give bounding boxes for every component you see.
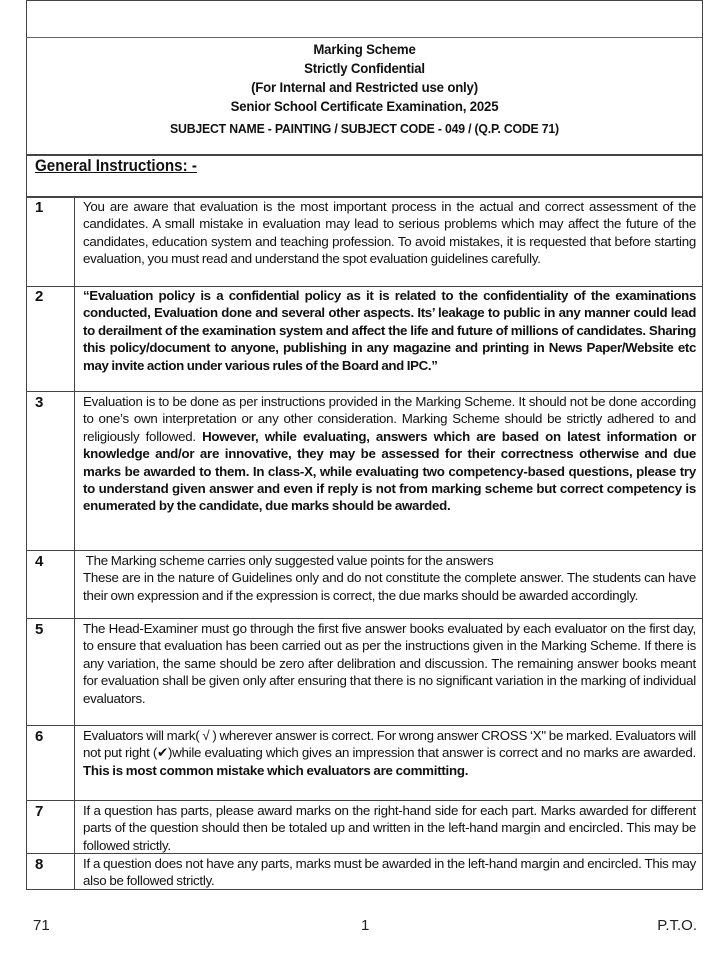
instruction-text — [83, 287, 696, 374]
instruction-number: 1 — [27, 197, 75, 286]
general-instructions-row — [26, 154, 703, 198]
instruction-text — [83, 855, 696, 890]
instruction-number: 8 — [27, 854, 75, 889]
instruction-text-line: The Marking scheme carries only suggested value points for the answers — [83, 553, 494, 568]
instruction-text — [83, 552, 696, 604]
instruction-row-4 — [26, 551, 703, 619]
instruction-number: 3 — [27, 392, 75, 550]
instruction-text — [83, 198, 696, 268]
instruction-row-5 — [26, 619, 703, 726]
footer-qp-code: 71 — [33, 917, 50, 934]
title-exam-name: Senior School Certificate Examination, 2025 — [230, 99, 499, 115]
title-subject-code: SUBJECT NAME - PAINTING / SUBJECT CODE - 049 / (Q.P. CODE 71) — [170, 121, 559, 136]
instruction-text-part: “Evaluation policy is a confidential policy as it is related to the confidentiality of the examinations conducted, Evaluation done and several other aspects. Its’ leakage to public in any manner could lead to derailment of the examination system and affect the life and future of millions of candidates. Sharing this policy/document to anyone, publishing in any magazine and printing in News Paper/Website etc may invite action under various rules of the Board and IPC.” — [83, 288, 696, 373]
title-confidential: Strictly Confidential — [304, 61, 425, 77]
general-instructions-heading: General Instructions: - — [35, 157, 197, 175]
instruction-number: 5 — [27, 619, 75, 725]
instruction-row-6 — [26, 726, 703, 801]
instruction-number: 2 — [27, 286, 75, 391]
instruction-text-part: You are aware that evaluation is the most important process in the actual and correct assessment of the candidates. A small mistake in evaluation may lead to serious problems which may affect the future of the candidates, education system and teaching profession. To avoid mistakes, it is requested that before starting evaluation, you must read and understand the spot evaluation guidelines carefully. — [83, 199, 696, 267]
title-marking-scheme: Marking Scheme — [313, 42, 416, 58]
footer-page-number: 1 — [361, 917, 370, 934]
instruction-text-part: If a question has parts, please award marks on the right-hand side for each part. Marks awarded for different parts of the question should then be totaled up and written in the left-hand margin and encircled. This may be followed strictly. — [83, 803, 696, 853]
instruction-row-1 — [26, 196, 703, 287]
instruction-text-line: These are in the nature of Guidelines only and do not constitute the complete answer. The students can have their own expression and if the expression is correct, the due marks should be awarded accordingly. — [83, 570, 696, 603]
instruction-number: 6 — [27, 726, 75, 800]
instruction-row-8 — [26, 854, 703, 890]
title-restricted-use: (For Internal and Restricted use only) — [251, 80, 478, 96]
instruction-text-bold-part: This is most common mistake which evaluators are committing. — [83, 762, 469, 778]
instruction-number: 4 — [27, 551, 75, 618]
instruction-row-2 — [26, 286, 703, 392]
blank-top-row — [26, 0, 703, 38]
footer-pto: P.T.O. — [657, 917, 697, 934]
instruction-text — [83, 620, 696, 707]
instruction-text — [83, 727, 696, 779]
instruction-row-7 — [26, 801, 703, 854]
instruction-row-3 — [26, 392, 703, 551]
instruction-number: 7 — [27, 801, 75, 853]
instruction-text-part: Evaluators will mark( √ ) wherever answer is correct. For wrong answer CROSS ‘X" be marked. Evaluators will not put right (✔)while evaluating which gives an impression that answer is correct and no marks are awarded. — [83, 728, 696, 761]
instruction-text — [83, 393, 696, 515]
instruction-text-bold-part: However, while evaluating, answers which are based on latest information or knowledge and/or are innovative, they may be assessed for their correctness otherwise and due marks be awarded to them. In class-X, while evaluating two competency-based questions, please try to understand given answer and even if reply is not from marking scheme but correct competency is enumerated by the candidate, due marks should be awarded. — [83, 428, 696, 514]
instruction-text-part: If a question does not have any parts, marks must be awarded in the left-hand margin and encircled. This may also be followed strictly. — [83, 856, 696, 889]
instruction-text-part: The Head-Examiner must go through the first five answer books evaluated by each evaluator on the first day, to ensure that evaluation has been carried out as per the instructions given in the Marking Scheme. If there is any variation, the same should be zero after delibration and discussion. The remaining answer books meant for evaluation shall be given only after ensuring that there is no significant variation in the marking of individual evaluators. — [83, 621, 696, 706]
instruction-text — [83, 802, 696, 854]
instruction-text-part: Evaluation is to be done as per instructions provided in the Marking Scheme. It should not be done according to one’s own interpretation or any other consideration. Marking Scheme should be strictly adhered to and religiously followed. — [83, 394, 696, 444]
document-title-block — [26, 37, 703, 156]
